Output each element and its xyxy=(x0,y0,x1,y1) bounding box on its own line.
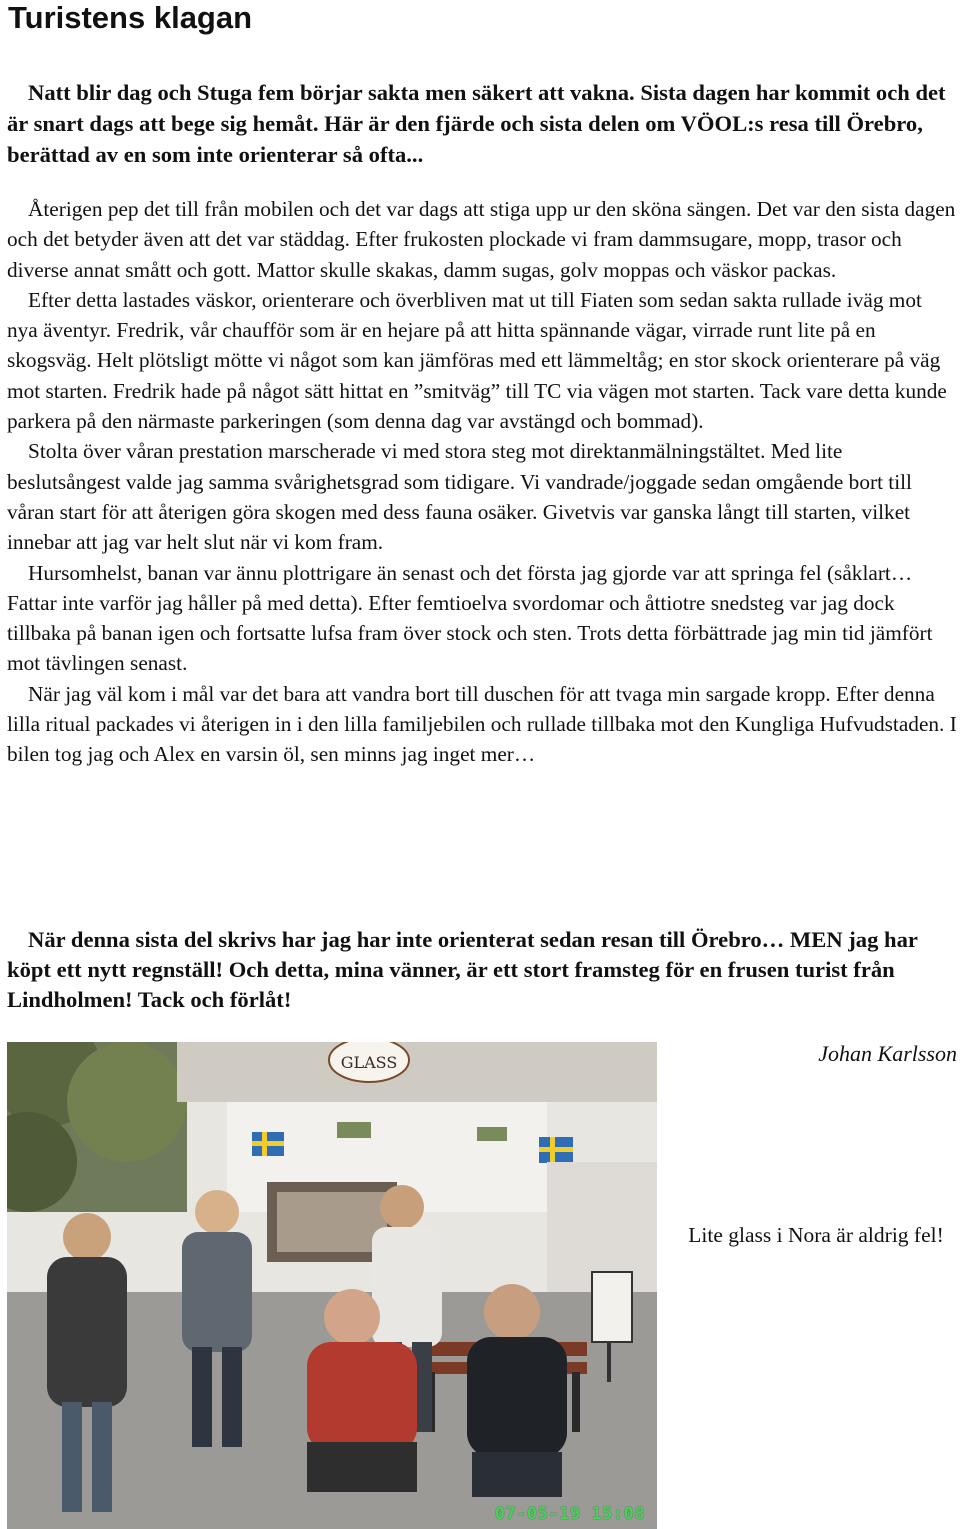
body-paragraph-4: Hursomhelst, banan var ännu plottrigare än senast och det första jag gjorde var att springa fel (såklart… Fattar inte varför jag håller på med detta). Efter femtioelva svordomar och åttiotre snedsteg var jag dock tillbaka på banan igen och fortsatte lufsa fram över stock och sten. Trots detta förbättrade jag min tid jämfört mot tävlingen senast. xyxy=(7,560,933,676)
body-paragraph-5: När jag väl kom i mål var det bara att vandra bort till duschen för att tvaga min sargade kropp. Efter denna lilla ritual packades vi återigen in i den lilla familjebilen och rullade tillbaka mot den Kungliga Hufvudstaden. I bilen tog jag och Alex en varsin öl, sen minns jag inget mer… xyxy=(7,681,957,767)
article-body xyxy=(7,194,957,770)
body-paragraph-2: Efter detta lastades väskor, orienterare och överbliven mat ut till Fiaten som sedan sakta rullade iväg mot nya äventyr. Fredrik, vår chaufför som är en hejare på att hitta spännande vägar, virrade runt lite på en skogsväg. Helt plötsligt mötte vi något som kan jämföras med ett lämmeltåg; en stor skock orienterare på väg mot starten. Fredrik hade på något sätt hittat en ”smitväg” till TC via vägen mot starten. Tack vare detta kunde parkera på den närmaste parkeringen (som denna dag var avstängd och bommad). xyxy=(7,287,947,434)
flag-left-icon xyxy=(252,1132,284,1156)
photo-illustration xyxy=(7,1042,657,1529)
intro-paragraph: Natt blir dag och Stuga fem börjar sakta men säkert att vakna. Sista dagen har kommit och det är snart dags att bege sig hemåt. Här är den fjärde och sista delen om VÖOL:s resa till Örebro, berättad av en som inte orienterar så ofta... xyxy=(7,80,946,167)
article-photo xyxy=(7,1042,657,1529)
flag-right-icon xyxy=(539,1137,573,1163)
body-paragraph-3: Stolta över våran prestation marscherade vi med stora steg mot direktanmälningstältet. Med lite beslutsångest valde jag samma svårighetsgrad som tidigare. Vi vandrade/joggade sedan omgående bort till våran start för att återigen göra skogen med dess fauna osäker. Givetvis var ganska långt till starten, vilket innebar att jag var helt slut när vi kom fram. xyxy=(7,439,912,555)
photo-timestamp: 07-05-19 15:08 xyxy=(494,1504,645,1524)
article-title: Turistens klagan xyxy=(8,0,253,35)
author-signature: Johan Karlsson xyxy=(818,1041,957,1066)
glass-sign-text: GLASS xyxy=(340,1053,398,1072)
body-paragraph-1: Återigen pep det till från mobilen och det var dags att stiga upp ur den sköna sängen. Det var den sista dagen och det betyder även att det var städdag. Efter frukosten plockade vi fram dammsugare, mopp, trasor och diverse annat smått och gott. Mattor skulle skakas, damm sugas, golv moppas och väskor packas. xyxy=(7,197,956,282)
closing-paragraph: När denna sista del skrivs har jag har inte orienterat sedan resan till Örebro… MEN jag har köpt ett nytt regnställ! Och detta, mina vänner, är ett stort framsteg för en frusen turist från Lindholmen! Tack och förlåt! xyxy=(7,927,918,1012)
photo-caption: Lite glass i Nora är aldrig fel! xyxy=(688,1223,944,1247)
